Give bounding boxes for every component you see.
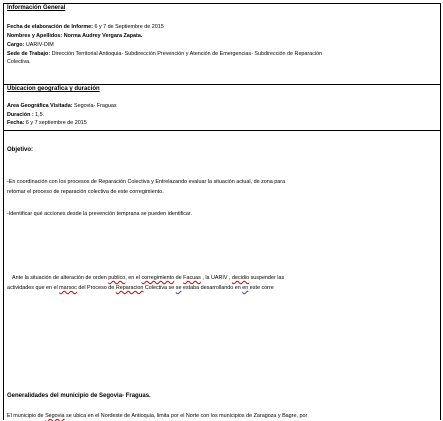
cargo-value: UARIV-DIM: [25, 42, 54, 48]
section-title-info-general: Información General: [7, 5, 66, 11]
generalidades-title: Generalidades del municipio de Segovia- Fraguas.: [7, 393, 151, 399]
generalidades-line-1: El municipio de Segovia se ubica en el Nordeste de Antioquia, limita por el Norte con los municipios de Zaragoza y Bagre, por: [7, 413, 308, 419]
section-title-ubicacion: Ubicacion geografica y duración: [7, 86, 100, 92]
nombres-value: Norma Audrey Vergara Zapata.: [63, 33, 143, 39]
sede-line-cont: Colectiva.: [7, 59, 31, 65]
sede-line: [7, 51, 322, 58]
nombres-line: [7, 33, 142, 40]
fecha-elaboracion-value: 6 y 7 de Septiembre de 2015: [94, 24, 164, 30]
duracion-label: Duración :: [7, 112, 34, 118]
fecha-value: 6 y 7 septiembre de 2015: [25, 120, 87, 126]
cargo-label: Cargo:: [7, 42, 25, 48]
objetivo-line-1: -En coordinación con los procesos de Reparación Colectiva y Entrelazando evaluar la situación actual, de zona para: [7, 179, 286, 185]
duracion-value: 1,5.: [35, 112, 45, 118]
fecha-elaboracion-line: [7, 24, 164, 31]
cargo-line: [7, 42, 54, 49]
section-ubicacion: [4, 84, 440, 131]
paragraph-line-1: Ante la situación de alteración de orden publico, en el corregimiento de Facuas , la UARIV , decidio suspender las: [12, 275, 285, 281]
nombres-label: Nombres y Apellidos:: [7, 33, 63, 39]
area-line: [7, 103, 117, 110]
sede-label: Sede de Trabajo:: [7, 51, 51, 57]
paragraph-line-2: actividades que en el marsoc del Proceso de Reparacion Colectiva se se estaba desarrollando en en este corre: [7, 285, 274, 291]
report-document: [3, 3, 441, 420]
fecha-line: [7, 120, 87, 127]
section-info-general: [4, 3, 440, 80]
fecha-label: Fecha:: [7, 120, 25, 126]
objetivo-line-3: -Identificar qué acciones desde la prevención temprana se pueden identificar.: [7, 211, 192, 217]
section-objetivo: [4, 130, 440, 421]
fecha-elaboracion-label: Fecha de elaboración de Informe:: [7, 24, 93, 30]
duracion-line: [7, 112, 44, 119]
sede-value: Dirección Territorial Antioquia- Subdirección Prevención y Atención de Emergencias- Subdirección de Reparación: [51, 51, 323, 57]
area-value: Segovia- Fraguas: [74, 103, 117, 109]
objetivo-line-2: retomar el proceso de reparación colectiva de este corregimiento.: [7, 189, 164, 195]
objetivo-title: Objetivo:: [7, 147, 34, 153]
area-label: Area Geográfica Visitada:: [7, 103, 73, 109]
